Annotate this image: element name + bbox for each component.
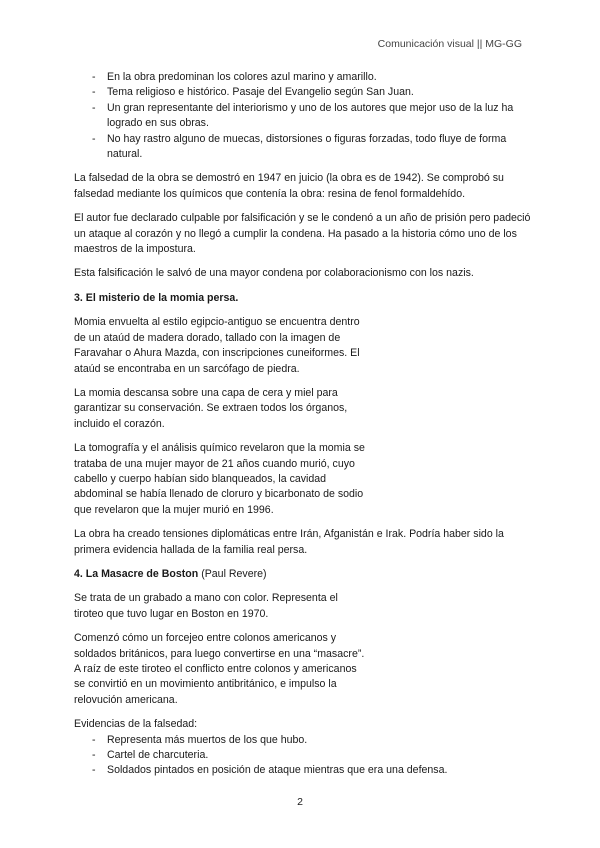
paragraph: El autor fue declarado culpable por falsificación y se le condenó a un año de prisión pero padeció un ataque al corazón y no llegó a cumplir la condena. Ha pasado a la historia cómo uno de los maestros de la impostura.	[74, 212, 531, 256]
section-4-title: 4. La Masacre de Boston	[74, 567, 199, 580]
list-item: - No hay rastro alguno de muecas, distorsiones o figuras forzadas, todo fluye de forma natural.	[74, 132, 534, 163]
section-4-heading	[74, 567, 534, 582]
list-item: - Cartel de charcuteria.	[74, 748, 534, 763]
paragraph: Esta falsificación le salvó de una mayor condena por colaboracionismo con los nazis.	[74, 267, 474, 280]
paragraph: Momia envuelta al estilo egipcio-antiguo se encuentra dentro de un ataúd de madera dorado, tallado con la imagen de Faravahar o Ahura Mazda, con inscripciones cuneiformes. El ataúd se encontraba en un sarcófago de piedra.	[74, 316, 360, 375]
page-number: 2	[297, 796, 303, 808]
features-list	[74, 70, 534, 162]
list-item: - Representa más muertos de los que hubo.	[74, 733, 534, 748]
evidence-list	[74, 733, 534, 779]
list-item: - Soldados pintados en posición de ataque mientras que era una defensa.	[74, 763, 534, 778]
list-item: - Un gran representante del interiorismo y uno de los autores que mejor uso de la luz ha logrado en sus obras.	[74, 101, 534, 132]
page-content	[74, 70, 534, 779]
list-item: - Tema religioso e histórico. Pasaje del Evangelio según San Juan.	[74, 85, 534, 100]
list-item: - En la obra predominan los colores azul marino y amarillo.	[74, 70, 534, 85]
page-header: Comunicación visual || MG-GG	[377, 38, 522, 50]
paragraph: La tomografía y el análisis químico revelaron que la momia se trataba de una mujer mayor de 21 años cuando murió, cuyo cabello y cuerpo habían sido blanqueados, la cavidad abdominal se había llenado de cloruro y bicarbonato de sodio que revelaron que la mujer murió en 1996.	[74, 442, 365, 516]
paragraph: Comenzó cómo un forcejeo entre colonos americanos y soldados británicos, para luego convertirse en una “masacre”. A raíz de este tiroteo el conflicto entre colonos y americanos se convirtió en un movimiento antibritánico, e impulso la relovución americana.	[74, 632, 365, 706]
section-4-author: (Paul Revere)	[201, 567, 267, 580]
paragraph: Se trata de un grabado a mano con color. Representa el tiroteo que tuvo lugar en Boston en 1970.	[74, 592, 338, 620]
paragraph: Evidencias de la falsedad:	[74, 718, 198, 731]
paragraph: La momia descansa sobre una capa de cera y miel para garantizar su conservación. Se extraen todos los órganos, incluido el corazón.	[74, 386, 348, 430]
section-3-heading: 3. El misterio de la momia persa.	[74, 291, 239, 304]
paragraph: La obra ha creado tensiones diplomáticas entre Irán, Afganistán e Irak. Podría haber sido la primera evidencia hallada de la familia real persa.	[74, 528, 504, 556]
paragraph: La falsedad de la obra se demostró en 1947 en juicio (la obra es de 1942). Se comprobó su falsedad mediante los químicos que contenía la obra: resina de fenol formaldehído.	[74, 172, 504, 200]
